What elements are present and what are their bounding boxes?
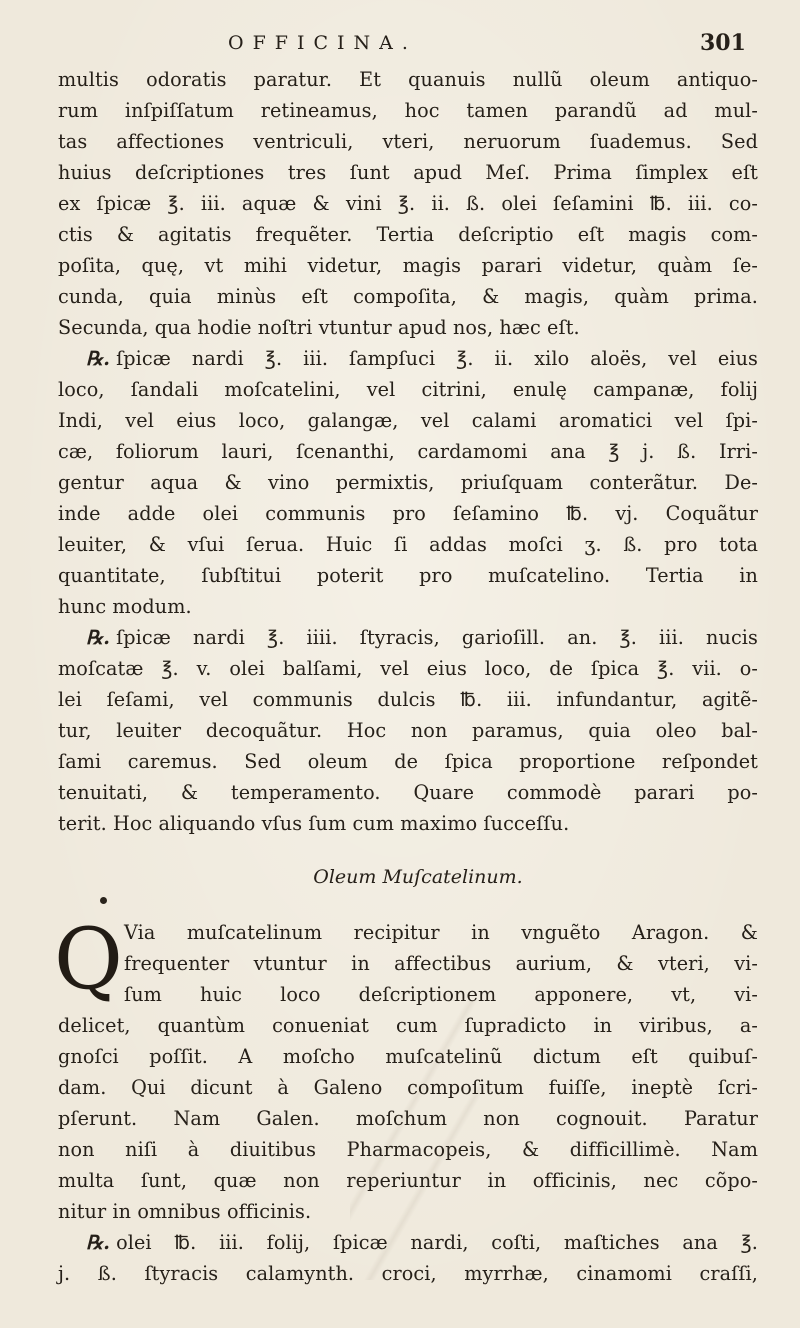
text-line: lei ſeſami, vel communis dulcis ℔. iii. infundantur, agitẽ- xyxy=(58,688,758,711)
recipe-3 xyxy=(58,1227,758,1289)
text-line: Secunda, qua hodie noſtri vtuntur apud nos, hæc eſt. xyxy=(58,316,580,339)
text-line: poſita, quę, vt mihi videtur, magis parari videtur, quàm ſe- xyxy=(58,254,758,277)
paragraph-2 xyxy=(54,910,758,1227)
text-line: Via muſcatelinum recipitur in vnguẽto Aragon. & xyxy=(124,921,758,944)
recipe-2 xyxy=(58,622,758,839)
text-line xyxy=(58,1227,758,1258)
text-line: j. ß. ſtyracis calamynth. croci, myrrhæ, cinamomi craſſi, xyxy=(58,1262,758,1285)
recipe-symbol: ℞. xyxy=(86,1231,111,1254)
text-line: delicet, quantùm conueniat cum ſupradicto in viribus, a- xyxy=(58,1014,758,1037)
text-line: dam. Qui dicunt à Galeno compoſitum fuiſſe, ineptè ſcri- xyxy=(58,1076,758,1099)
ornament-dot xyxy=(58,891,758,917)
text-line: frequenter vtuntur in affectibus aurium, & vteri, vi- xyxy=(124,952,758,975)
recipe-1 xyxy=(58,343,758,622)
running-title: OFFICINA. xyxy=(228,32,417,54)
text-line: quantitate, ſubſtitui poterit pro muſcatelino. Tertia in xyxy=(58,564,758,587)
recipe-text: ſpicæ nardi ℥. iii. ſampſuci ℥. ii. xilo aloës, vel eius xyxy=(116,347,758,370)
text-line: huius deſcriptiones tres ſunt apud Meſ. Prima ſimplex eſt xyxy=(58,161,758,184)
main-text xyxy=(54,64,758,1289)
text-line: Indi, vel eius loco, galangæ, vel calami aromatici vel ſpi- xyxy=(58,409,758,432)
text-line: ctis & agitatis frequẽter. Tertia deſcriptio eſt magis com- xyxy=(58,223,758,246)
running-head xyxy=(0,28,800,60)
text-line: terit. Hoc aliquando vſus ſum cum maximo ſucceſſu. xyxy=(58,812,570,835)
text-line: rum inſpiſſatum retineamus, hoc tamen parandũ ad mul- xyxy=(58,99,758,122)
text-line: tenuitati, & temperamento. Quare commodè parari po- xyxy=(58,781,758,804)
text-line xyxy=(58,622,758,653)
text-line: loco, ſandali moſcatelini, vel citrini, enulę campanæ, folij xyxy=(58,378,758,401)
text-line: tas affectiones ventriculi, vteri, neruorum ſuademus. Sed xyxy=(58,130,758,153)
recipe-text: ſpicæ nardi ℥. iiii. ſtyracis, garioſill. an. ℥. iii. nucis xyxy=(116,626,758,649)
text-line xyxy=(58,343,758,374)
section-heading: Oleum Muſcatelinum. xyxy=(313,866,523,888)
text-line: pſerunt. Nam Galen. moſchum non cognouit. Paratur xyxy=(58,1107,758,1130)
spacer xyxy=(58,839,758,863)
recipe-symbol: ℞. xyxy=(86,626,111,649)
text-line: nitur in omnibus officinis. xyxy=(58,1200,312,1223)
recipe-symbol: ℞. xyxy=(86,347,111,370)
paragraph-1 xyxy=(58,64,758,343)
text-line: non niſi à diuitibus Pharmacopeis, & difficillimè. Nam xyxy=(58,1138,758,1161)
dot-icon xyxy=(100,897,107,904)
recipe-text: olei ℔. iii. folij, ſpicæ nardi, coſti, maſtiches ana ℥. xyxy=(116,1231,758,1254)
text-line: cæ, foliorum lauri, ſcenanthi, cardamomi ana ℥ j. ß. Irri- xyxy=(58,440,758,463)
text-line: moſcatæ ℥. v. olei balſami, vel eius loco, de ſpica ℥. vii. o- xyxy=(58,657,758,680)
page-number: 301 xyxy=(700,30,746,56)
text-line: ex ſpicæ ℥. iii. aquæ & vini ℥. ii. ß. olei ſeſamini ℔. iii. co- xyxy=(58,192,758,215)
text-line: inde adde olei communis pro ſeſamino ℔. vj. Coquãtur xyxy=(58,502,758,525)
text-line: gnoſci poſſit. A moſcho muſcatelinũ dictum eſt quibuſ- xyxy=(58,1045,758,1068)
text-line: multa ſunt, quæ non reperiuntur in officinis, nec cõpo- xyxy=(58,1169,758,1192)
text-line: leuiter, & vſui ſerua. Huic ſi addas moſci ʒ. ß. pro tota xyxy=(58,533,758,556)
text-line: ſami caremus. Sed oleum de ſpica proportione reſpondet xyxy=(58,750,758,773)
text-line: multis odoratis paratur. Et quanuis nullũ oleum antiquo- xyxy=(58,68,758,91)
text-line: cunda, quia minùs eſt compoſita, & magis, quàm prima. xyxy=(58,285,758,308)
text-line: ſum huic loco deſcriptionem apponere, vt, vi- xyxy=(124,983,758,1006)
drop-cap-initial: Q xyxy=(54,910,123,1008)
text-line: tur, leuiter decoquãtur. Hoc non paramus, quia oleo bal- xyxy=(58,719,758,742)
text-line: hunc modum. xyxy=(58,595,192,618)
text-line: gentur aqua & vino permixtis, priuſquam conterãtur. De- xyxy=(58,471,758,494)
